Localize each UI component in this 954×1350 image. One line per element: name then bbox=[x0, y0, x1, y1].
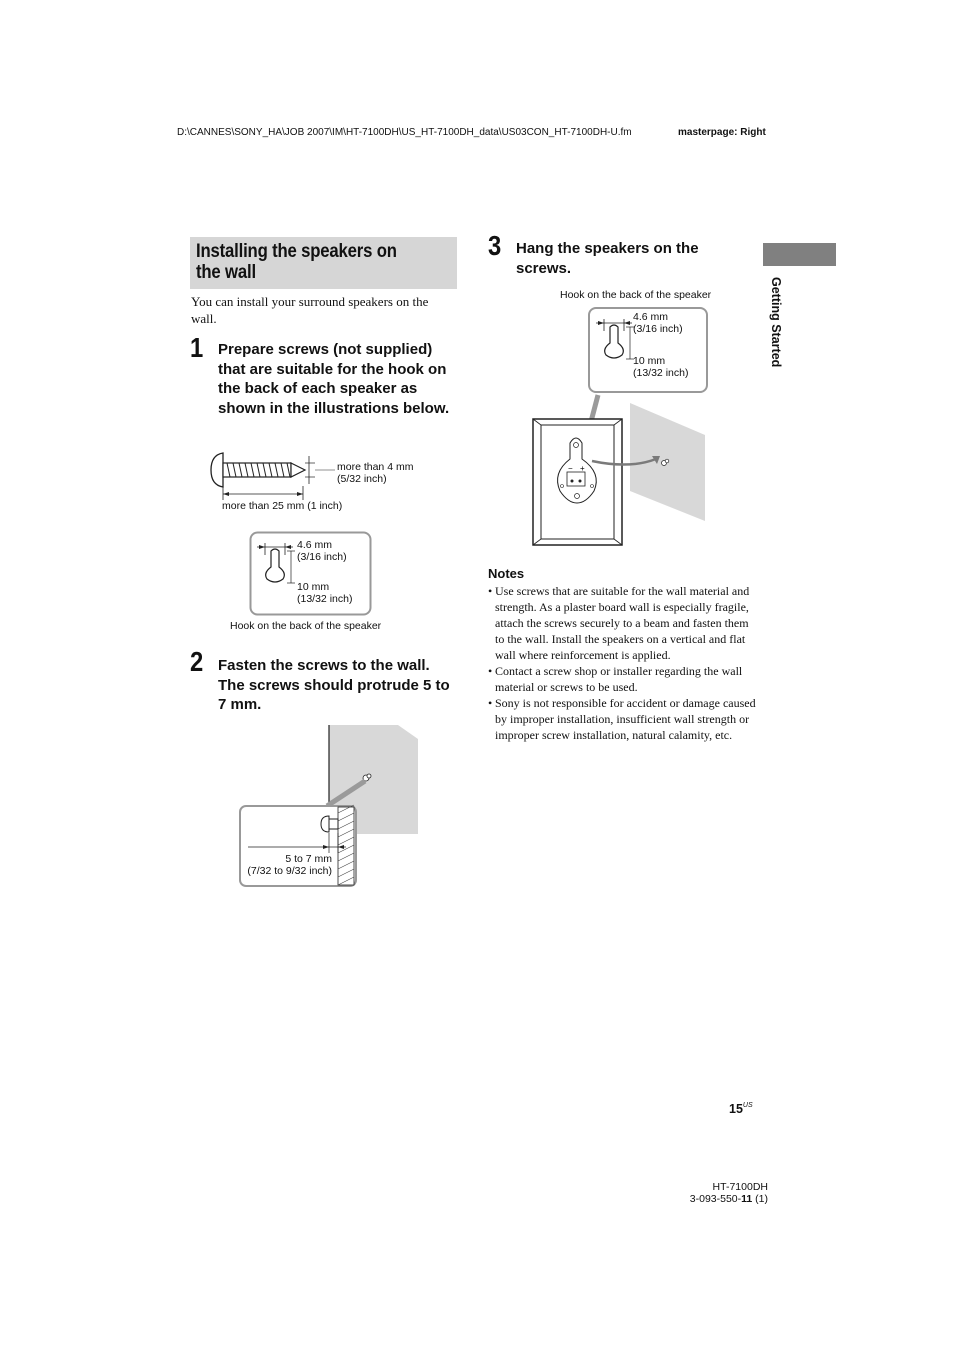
step-3-text: Hang the speakers on the screws. bbox=[516, 240, 699, 277]
svg-text:−: − bbox=[568, 464, 573, 473]
step-2-number: 2 bbox=[190, 646, 204, 677]
hook-1-width-label: 4.6 mm (3/16 inch) bbox=[297, 539, 347, 563]
document-code: 3-093-550-11 (1) bbox=[689, 1192, 768, 1205]
hook-1-caption: Hook on the back of the speaker bbox=[230, 620, 382, 632]
side-tab-label: Getting Started bbox=[769, 277, 783, 368]
hook-2-width-label: 4.6 mm (3/16 inch) bbox=[633, 311, 683, 335]
screw-illustration bbox=[205, 448, 335, 500]
hook-2-caption: Hook on the back of the speaker bbox=[560, 289, 712, 301]
svg-text:+: + bbox=[580, 464, 585, 473]
step-1-number: 1 bbox=[190, 332, 204, 363]
screw-diameter-label: more than 4 mm (5/32 inch) bbox=[337, 461, 414, 485]
note-item: • Use screws that are suitable for the wall material and strength. As a plaster board wall is especially fragile, attach the screws securely to a beam and fasten them to the wall. Install the speakers on a vertical and flat wall where reinforcement is applied. bbox=[488, 583, 756, 663]
protrude-label: 5 to 7 mm (7/32 to 9/32 inch) bbox=[247, 853, 332, 877]
note-item: • Sony is not responsible for accident or damage caused by improper installation, insufficient wall strength or improper screw installation, natural calamity, etc. bbox=[488, 695, 756, 743]
model-name: HT-7100DH bbox=[712, 1181, 768, 1193]
notes-title: Notes bbox=[488, 566, 525, 581]
section-title: Installing the speakers on the wall bbox=[196, 241, 397, 283]
masterpage-label: masterpage: Right bbox=[678, 127, 766, 138]
step-2-text: Fasten the screws to the wall. The screws should protrude 5 to 7 mm. bbox=[218, 657, 450, 713]
page-suffix: US bbox=[742, 1102, 753, 1109]
file-path-header: D:\CANNES\SONY_HA\JOB 2007\IM\HT-7100DH\US_HT-7100DH_data\US03CON_HT-7100DH-U.fm bbox=[177, 127, 632, 138]
note-item: • Contact a screw shop or installer regarding the wall material or screws to be used. bbox=[488, 663, 756, 695]
intro-text: You can install your surround speakers on the wall. bbox=[191, 294, 429, 326]
hang-speaker-illustration bbox=[530, 305, 710, 547]
screw-length-label: more than 25 mm (1 inch) bbox=[222, 500, 343, 512]
hook-1-height-label: 10 mm (13/32 inch) bbox=[297, 581, 353, 605]
step-1-text: Prepare screws (not supplied) that are suitable for the hook on the back of each speaker as shown in the illustrations below. bbox=[218, 341, 450, 417]
step-3-number: 3 bbox=[488, 230, 502, 261]
page-number: $15^{US}$ bbox=[729, 1102, 753, 1116]
side-tab-marker bbox=[763, 243, 836, 266]
notes-list bbox=[488, 583, 756, 743]
model-code bbox=[640, 1182, 768, 1205]
hook-2-height-label: 10 mm (13/32 inch) bbox=[633, 355, 689, 379]
